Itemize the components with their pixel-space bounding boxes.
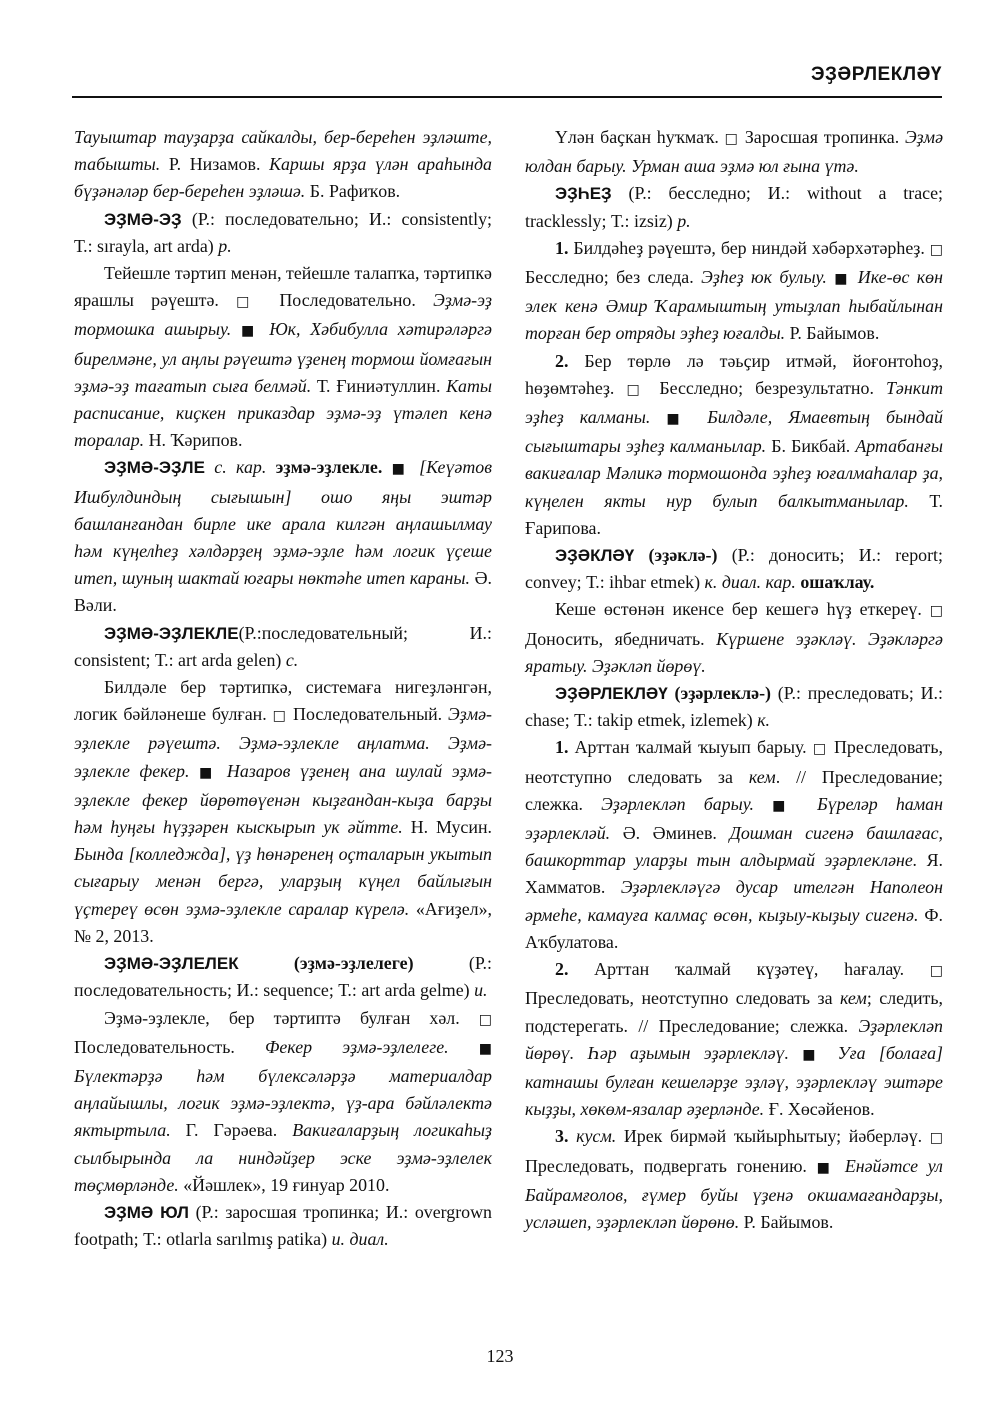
running-head: ЭҘӘРЛЕКЛӘҮ — [811, 64, 942, 85]
dictionary-paragraph: ЭҘӘКЛӘҮ (эҙәклә-) (Р.: доносить; И.: report; convey; Т.: ihbar etmek) к. диал. кар. ошаҡлау. — [525, 545, 943, 593]
dictionary-paragraph: 2. Бер төрлө лә тәьҫир итмәй, йоғонтоһоҙ, һөҙөмтәһеҙ. □ Бесследно; безрезультатно. Тәнкит эҙһеҙ калманы. ■ Билдәле, Ямаевтың бындай сығыштары эҙһеҙ калманылар. Б. Бикбай. Артабанғы вакиғалар Мәликә тормошонда эҙһеҙ юғалмаһалар ҙа, күңелен якты нур булып балкытманылар. Т. Ғарипова. — [525, 350, 943, 538]
dictionary-paragraph: ЭҘМӘ-ЭҘЛЕ с. кар. эҙмә-эҙлекле. ■ [Кеүәтов Ишбулдиндың сығышын] ошо яңы эштәр башланғандан бирле ике арала килгән аңлашылмау һәм күңелһеҙ хәлдәрҙең эҙмә-эҙле һәм логик үҫеше итеп, шуның шактай юғары нөктәһе итеп караны. Ә. Вәли. — [74, 457, 492, 616]
dictionary-paragraph: 2. Арттан ҡалмай күҙәтеү, һағалау. □ Преследовать, неотступно следовать за кем; следить, подстерегать. // Преследование; слежка. Эҙәрлекләп йөрөү. Һәр аҙымын эҙәрлекләү. ■ Уға [болаға] катнашы булған кешеләрҙе эҙләү, эҙәрлекләү эштәре кыҙҙы, хөкөм-язалар әҙерләнде. Ғ. Хөсәйенов. — [525, 959, 943, 1120]
right-column — [525, 124, 943, 1236]
dictionary-paragraph: Үлән баҫкан һуҡмаҡ. □ Заросшая тропинка. Эҙмә юлдан барыу. Урман аша эҙмә юл ғына үтә. — [525, 127, 944, 177]
dictionary-paragraph: Кеше өстөнән икенсе бер кешегә һүҙ еткереү. □ Доносить, ябедничать. Күршене эҙәкләү. Эҙәкләргә яратыу. Эҙәкләп йөрөү. — [525, 599, 943, 676]
dictionary-paragraph: ЭҘМӘ-ЭҘЛЕКЛЕ(Р.:последовательный; И.: consistent; Т.: art arda gelen) с. — [74, 622, 492, 670]
dictionary-paragraph: ЭҘМӘ-ЭҘ (Р.: последовательно; И.: consistently; Т.: sırayla, art arda) р. — [74, 208, 492, 256]
dictionary-paragraph: 1. Билдәһеҙ рәүештә, бер ниндәй хәбәрхәтәрһеҙ. □ Бесследно; без следа. Эҙһеҙ юк булыу. ■ Ике-өс көн элек кенә Әмир Ҡарамыштың утыҙлап һыбайлынан торған бер отряды эҙһеҙ юғалды. Р. Байымов. — [525, 237, 943, 344]
left-column — [74, 124, 492, 1253]
dictionary-paragraph: ЭҘМӘ-ЭҘЛЕЛЕК (эҙмә-эҙлелеге) (Р.: последовательность; И.: sequence; Т.: art arda gelme) и. — [74, 953, 492, 1001]
dictionary-paragraph: ЭҘҺЕҘ (Р.: бесследно; И.: without a trace; tracklessly; Т.: izsiz) р. — [525, 183, 943, 231]
page-number: 123 — [486, 1346, 514, 1366]
dictionary-paragraph: 3. кусм. Ирек бирмәй ҡыйырһытыу; йәберләү. □ Преследовать, подвергать гонению. ■ Енәйәтсе ул Байрамғолов, ғүмер буйы үҙенә окшамағандарҙы, усләшеп, эҙәрлекләп йөрөнө. Р. Байымов. — [525, 1126, 943, 1232]
dictionary-paragraph: Билдәле бер тәртипкә, системаға нигеҙләнгән, логик бәйләнеше булған. □ Последовательный. Эҙмә-эҙлекле рәүештә. Эҙмә-эҙлекле аңлатма. Эҙмә-эҙлекле фекер. ■ Назаров үҙенең ана шулай эҙмә-эҙлекле фекер йөрөтөүенән кыҙғандан-кыҙа барҙы һәм һуңғы һүҙҙәрен кыскырып ук әйтте. Н. Мусин. Бында [колледжда], үҙ һөнәренең оҫталарын укытып сығарыу менән бергә, уларҙың күңел байлығын үҫтереү өсөн эҙмә-эҙлекле саралар күрелә. «Ағиҙел», № 2, 2013. — [74, 677, 493, 946]
page-header — [72, 62, 942, 98]
dictionary-paragraph: Эҙмә-эҙлекле, бер тәртиптә булған хәл. □ Последовательность. Фекер эҙмә-эҙлелеге. ■ Бүлектәрҙә һәм бүлексәләрҙә материалдар аңлайышлы, логик эҙмә-эҙлектә, үҙ-ара бәйләлектә яктыртыла. Г. Гәрәева. Вакиғаларҙың логикаһыҙ сылбырында ла ниндәйҙер эске эҙмә-эҙлелек төҫмөрләнде. «Йәшлек», 19 ғинуар 2010. — [74, 1007, 492, 1195]
dictionary-paragraph: ЭҘМӘ ЮЛ (Р.: заросшая тропинка; И.: overgrown footpath; Т.: otlarla sarılmış patika) и. диал. — [74, 1201, 492, 1250]
dictionary-paragraph: 1. Арттан ҡалмай ҡыуып барыу. □ Преследовать, неотступно следовать за кем. // Преследование; слежка. Эҙәрлекләп барыу. ■ Бүреләр һаман эҙәрлекләй. Ә. Әминев. Дошман сигенә башлағас, башкорттар уларҙы тын алдырмай эҙәрлекләне. Я. Хамматов. Эҙәрлекләүгә дусар ителгән Наполеон әрмеһе, камауға калмаҫ өсөн, кыҙыу-кыҙыу сигенә. Ф. Аҡбулатова. — [525, 737, 943, 952]
dictionary-paragraph: ЭҘӘРЛЕКЛӘҮ (эҙәрлеклә-) (Р.: преследовать; И.: chase; Т.: takip etmek, izlemek) к. — [525, 683, 943, 731]
dictionary-paragraph: Тейешле тәртип менән, тейешле талапҡа, тәртипкә ярашлы рәүештә. □ Последовательно. Эҙмә-эҙ тормошка ашырыу. ■ Юк, Хәбибулла хәтирәләргә бирелмәне, ул аңлы рәүештә үҙенең тормош йомғағын эҙмә-эҙ тағатып сыға белмәй. Т. Ғиниәтуллин. Каты расписание, киҫкен приказдар эҙмә-эҙ үтәлеп кенә торалар. Н. Ҡәрипов. — [74, 263, 492, 451]
dictionary-paragraph: Тауыштар тауҙарҙа сайкалды, бер-береһен эҙләште, табышты. Р. Низамов. Каршы ярҙа үлән араһында бүҙәнәләр бер-береһен эҙләшә. Б. Рафиҡов. — [74, 127, 492, 202]
